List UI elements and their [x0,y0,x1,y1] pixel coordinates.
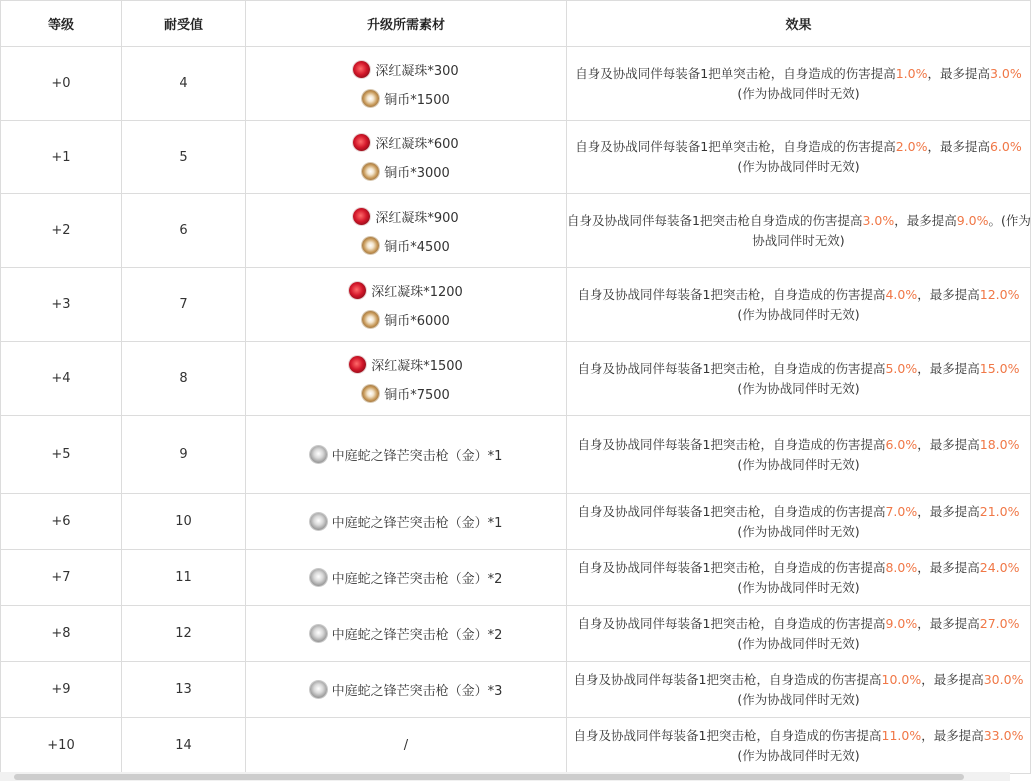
table-row [1,718,1031,774]
red-gem-icon [353,134,370,151]
material-name: 中庭蛇之锋芒突击枪（金）*3 [331,684,503,699]
materials-cell [246,342,567,416]
effect-max: 6.0% [989,139,1022,154]
copper-coin-icon [362,163,379,180]
level-cell: +3 [1,268,122,342]
durability-cell: 10 [122,494,246,550]
material-name: 铜币*4500 [384,239,450,255]
level-cell: +1 [1,121,122,194]
materials-cell [246,550,567,606]
effect-text [567,211,1030,251]
material-name: 铜币*1500 [384,92,450,108]
effect-text [567,64,1030,104]
effect-max: 33.0% [983,727,1024,743]
materials-cell [246,606,567,662]
effect-text [567,435,1030,475]
effect-percent: 2.0% [895,139,928,154]
effect-desc: 自身及协战同伴每装备1把突击枪，自身造成的伤害提高 [577,436,886,452]
table-row [1,47,1031,121]
durability-cell: 13 [122,662,246,718]
material-item [246,276,566,305]
effect-note: (作为协战同伴时无效) [737,380,860,396]
effect-text [567,558,1030,598]
effect-text [567,726,1030,766]
material-item [246,84,566,113]
effect-percent: 10.0% [881,671,922,687]
effect-max-label: ，最多提高 [917,360,980,376]
effect-note: (作为协战同伴时无效) [737,523,860,539]
material-item [246,157,566,186]
effect-note: (作为协战同伴时无效) [737,306,860,322]
effect-max-label: ，最多提高 [917,503,980,519]
material-item [246,675,566,704]
level-cell: +9 [1,662,122,718]
effect-desc: 自身及协战同伴每装备1把突击枪，自身造成的伤害提高 [577,360,886,376]
table-row [1,121,1031,194]
effect-note: (作为协战同伴时无效) [737,635,860,651]
effect-desc: 自身及协战同伴每装备1把突击枪自身造成的伤害提高 [567,212,863,228]
effect-desc: 自身及协战同伴每装备1把单突击枪，自身造成的伤害提高 [575,139,896,154]
effect-max-label: ，最多提高 [917,286,980,302]
effect-max-label: ，最多提高 [927,139,990,154]
silver-coin-icon [310,513,327,530]
effect-percent: 4.0% [885,286,918,302]
level-cell: +4 [1,342,122,416]
silver-coin-icon [310,446,327,463]
materials-cell [246,194,567,268]
materials-cell [246,494,567,550]
material-name: 铜币*7500 [384,387,450,403]
effect-cell [567,47,1031,121]
effect-percent: 8.0% [885,559,918,575]
effect-note: (作为协战同伴时无效) [737,691,860,707]
material-name: 深红凝珠*1500 [371,358,463,374]
effect-max-label: ，最多提高 [917,615,980,631]
effect-max-label: ，最多提高 [917,559,980,575]
effect-desc: 自身及协战同伴每装备1把突击枪，自身造成的伤害提高 [577,286,886,302]
effect-cell [567,494,1031,550]
silver-coin-icon [310,569,327,586]
material-name: 深红凝珠*300 [375,63,459,79]
materials-cell [246,47,567,121]
materials-cell [246,268,567,342]
red-gem-icon [349,356,366,373]
effect-text [567,359,1030,399]
material-item [246,440,566,469]
effect-note: (作为协战同伴时无效) [737,85,860,101]
effect-max-label: ，最多提高 [894,212,957,228]
effect-max: 18.0% [979,436,1020,452]
material-name: 铜币*6000 [384,313,450,329]
materials-cell [246,416,567,494]
effect-max-label: ，最多提高 [921,671,984,687]
effect-max: 3.0% [989,65,1022,81]
effect-desc: 自身及协战同伴每装备1把单突击枪，自身造成的伤害提高 [575,65,896,81]
effect-percent: 6.0% [885,436,918,452]
table-row [1,342,1031,416]
effect-max: 21.0% [979,503,1020,519]
silver-coin-icon [310,681,327,698]
copper-coin-icon [362,237,379,254]
effect-max: 12.0% [979,286,1020,302]
effect-cell [567,194,1031,268]
table-body [1,47,1031,774]
effect-text [567,137,1030,177]
durability-cell: 6 [122,194,246,268]
effect-percent: 3.0% [862,212,895,228]
level-cell: +10 [1,718,122,774]
material-name: 深红凝珠*1200 [371,284,463,300]
silver-coin-icon [310,625,327,642]
effect-max-label: ，最多提高 [927,65,990,81]
material-name: 铜币*3000 [384,166,450,181]
durability-cell: 4 [122,47,246,121]
effect-text [567,502,1030,542]
effect-max: 24.0% [979,559,1020,575]
material-item [246,350,566,379]
durability-cell: 5 [122,121,246,194]
materials-cell [246,121,567,194]
material-item [246,305,566,334]
effect-note: (作为协战同伴时无效) [737,159,860,174]
effect-note: (作为协战同伴时无效) [737,747,860,763]
material-item [246,231,566,260]
material-item [246,55,566,84]
durability-cell: 7 [122,268,246,342]
effect-desc: 自身及协战同伴每装备1把突击枪，自身造成的伤害提高 [573,671,882,687]
level-cell: +8 [1,606,122,662]
horizontal-scrollbar[interactable] [0,772,1010,781]
durability-cell: 9 [122,416,246,494]
effect-cell [567,606,1031,662]
material-name: 深红凝珠*900 [375,210,459,226]
header-durability: 耐受值 [122,1,246,47]
material-name: 中庭蛇之锋芒突击枪（金）*1 [331,449,503,464]
level-cell: +7 [1,550,122,606]
header-effect: 效果 [567,1,1031,47]
effect-text [567,670,1030,710]
effect-cell [567,342,1031,416]
level-cell: +0 [1,47,122,121]
effect-percent: 5.0% [885,360,918,376]
materials-cell [246,718,567,774]
effect-cell [567,121,1031,194]
effect-cell [567,416,1031,494]
material-name: 中庭蛇之锋芒突击枪（金）*1 [331,516,503,531]
effect-desc: 自身及协战同伴每装备1把突击枪，自身造成的伤害提高 [577,503,886,519]
effect-max: 30.0% [983,671,1024,687]
table-row [1,606,1031,662]
material-name: 深红凝珠*600 [375,137,459,152]
material-item [246,202,566,231]
effect-desc: 自身及协战同伴每装备1把突击枪，自身造成的伤害提高 [573,727,882,743]
table-header [1,1,1031,47]
effect-text [567,285,1030,325]
table-row [1,494,1031,550]
material-item [246,128,566,157]
effect-max-label: ，最多提高 [921,727,984,743]
table-row [1,194,1031,268]
effect-cell [567,718,1031,774]
effect-percent: 1.0% [895,65,928,81]
red-gem-icon [353,208,370,225]
level-cell: +6 [1,494,122,550]
material-name: 中庭蛇之锋芒突击枪（金）*2 [331,572,503,587]
effect-note: (作为协战同伴时无效) [737,456,860,472]
material-name: 中庭蛇之锋芒突击枪（金）*2 [331,628,503,643]
effect-cell [567,268,1031,342]
copper-coin-icon [362,311,379,328]
table-row [1,550,1031,606]
effect-max-label: ，最多提高 [917,436,980,452]
materials-cell [246,662,567,718]
header-materials: 升级所需素材 [246,1,567,47]
effect-desc: 自身及协战同伴每装备1把突击枪，自身造成的伤害提高 [577,615,886,631]
material-item [246,619,566,648]
table-row [1,268,1031,342]
material-item [246,379,566,408]
copper-coin-icon [362,90,379,107]
effect-max: 27.0% [979,615,1020,631]
level-cell: +2 [1,194,122,268]
effect-cell [567,550,1031,606]
durability-cell: 12 [122,606,246,662]
copper-coin-icon [362,385,379,402]
effect-cell [567,662,1031,718]
table-row [1,662,1031,718]
level-cell: +5 [1,416,122,494]
effect-percent: 11.0% [881,727,922,743]
red-gem-icon [353,61,370,78]
effect-desc: 自身及协战同伴每装备1把突击枪，自身造成的伤害提高 [577,559,886,575]
durability-cell: 11 [122,550,246,606]
red-gem-icon [349,282,366,299]
effect-max: 15.0% [979,360,1020,376]
durability-cell: 14 [122,718,246,774]
effect-percent: 9.0% [885,615,918,631]
header-level: 等级 [1,1,122,47]
effect-note: 协战同伴时无效) [752,232,845,248]
effect-max: 9.0% [956,212,989,228]
materials-none: / [403,738,409,753]
table-row [1,416,1031,494]
effect-note: (作为协战同伴时无效) [737,579,860,595]
material-item [246,507,566,536]
effect-tail: 。(作为 [988,212,1031,228]
scrollbar-thumb[interactable] [14,774,964,780]
material-item [246,563,566,592]
durability-cell: 8 [122,342,246,416]
effect-text [567,614,1030,654]
effect-percent: 7.0% [885,503,918,519]
